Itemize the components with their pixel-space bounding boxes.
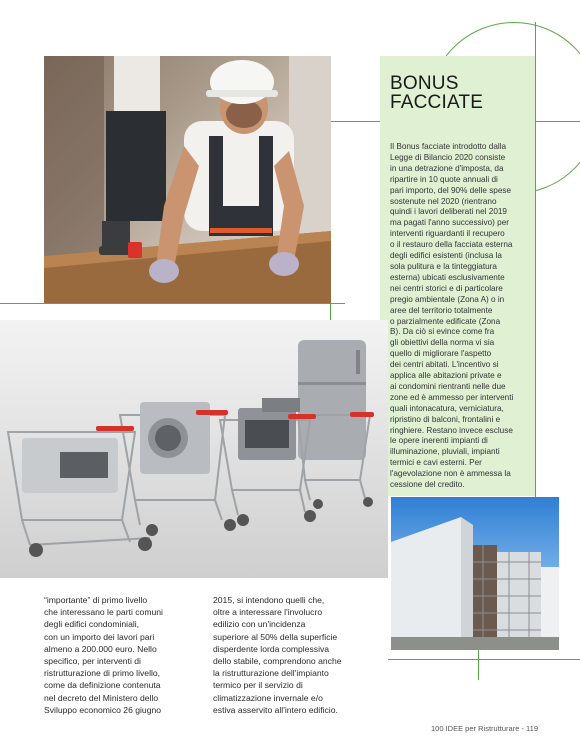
body-text-column-right: 2015, si intendono quelli che, oltre a interessare l'involucro edilizio con un'incidenza superiore al 50% della superficie disperdente lorda complessiva dello stabile, comprendono anche la ristrutturazione dell'impianto termico per il servizio di climatizzazione invernale e/o estiva asservito all'intero edificio.: [213, 595, 342, 715]
carts-illustration: [0, 320, 388, 578]
panel-title-line2: FACCIATE: [390, 92, 484, 113]
worker-illustration: [44, 56, 331, 303]
photo-building-scaffolding: [391, 497, 559, 650]
page-footer: 100 IDEE per Ristrutturare - 119: [431, 724, 538, 733]
body-text-column-left: “importante” di primo livello che interessano le parti comuni degli edifici condominiali, con un importo dei lavori pari almeno a 200.000 euro. Nello specifico, per interventi di ristrutturazione di primo livello, come da definizione contenuta nel decreto del Ministero dello Sviluppo economico 26 giugno: [44, 595, 163, 715]
panel-title: [390, 74, 483, 112]
guide-line-middle: [0, 303, 345, 304]
bonus-facciate-panel: [380, 56, 535, 496]
building-illustration: [391, 497, 559, 650]
panel-title-line1: BONUS: [390, 73, 459, 94]
guide-line-bottom: [388, 659, 580, 660]
photo-shopping-carts: [0, 320, 388, 578]
panel-body-text: Il Bonus facciate introdotto dalla Legge di Bilancio 2020 consiste in una detrazione d'imposta, da ripartire in 10 quote annuali di pari importo, del 90% delle spese sostenute nel 2020 (rientrano quindi i lavori deliberati nel 2019 ma pagati l'anno successivo) per interventi riguardanti il recupero o il restauro della facciata esterna degli edifici esistenti (inclusa la sola pulitura e la tinteggiatura esterna) ubicati esclusivamente nei centri storici e di particolare pregio ambientale (Zona A) o in aree del territorio totalmente o parzialmente edificate (Zona B). Da ciò si evince come fra gli obiettivi della norma vi sia quello di migliorare l'aspetto dei centri abitati. L'incentivo si applica alle abitazioni private e ai condomini rientranti nelle due zone ed è ammesso per interventi quali intonacatura, verniciatura, ripristino di balconi, frontalini e ringhiere. Restano invece escluse le opere inerenti impianti di illuminazione, pluviali, impianti termici e cavi esterni. Per l'agevolazione non è ammessa la cessione del credito.: [390, 142, 514, 490]
photo-worker: [44, 56, 331, 303]
